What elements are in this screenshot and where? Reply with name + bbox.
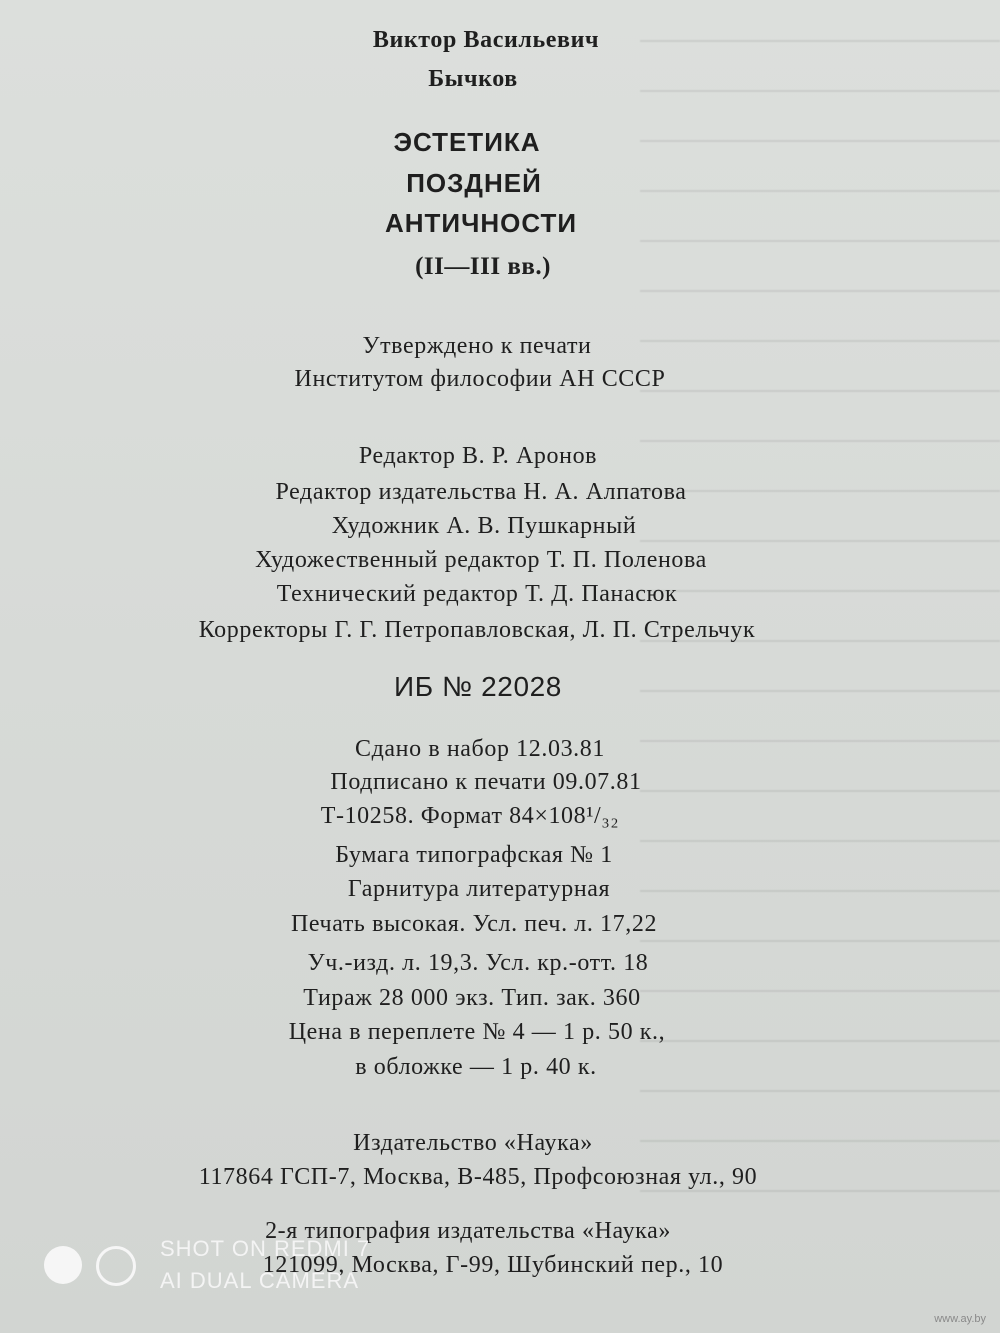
staff-artist: Художник А. В. Пушкарный — [331, 513, 637, 539]
ib-number: ИБ № 22028 — [394, 671, 562, 702]
approval-line-2: Институтом философии АН СССР — [294, 366, 666, 392]
imprint-circulation: Тираж 28 000 экз. Тип. зак. 360 — [303, 985, 641, 1011]
imprint-printing: Печать высокая. Усл. печ. л. 17,22 — [290, 911, 658, 937]
staff-editor: Редактор В. Р. Аронов — [358, 443, 598, 469]
camera-lens-icon — [44, 1246, 82, 1284]
title-line-3: АНТИЧНОСТИ — [384, 208, 578, 238]
imprint-typeface: Гарнитура литературная — [347, 876, 611, 902]
printer-name: 2-я типография издательства «Наука» — [265, 1218, 671, 1244]
publisher-address: 117864 ГСП-7, Москва, В-485, Профсоюзная ул., 90 — [198, 1164, 758, 1190]
imprint-signed-date: Подписано к печати 09.07.81 — [330, 769, 642, 795]
staff-tech-editor: Технический редактор Т. Д. Панасюк — [276, 581, 678, 607]
imprint-typeset-date: Сдано в набор 12.03.81 — [355, 736, 605, 762]
author-name: Виктор Васильевич — [372, 27, 600, 53]
imprint-price-binding: Цена в переплете № 4 — 1 р. 50 к., — [288, 1019, 666, 1045]
imprint-paper: Бумага типографская № 1 — [335, 842, 613, 868]
imprint-price-cover: в обложке — 1 р. 40 к. — [355, 1054, 597, 1080]
printer-address: 121099, Москва, Г-99, Шубинский пер., 10 — [262, 1252, 724, 1278]
staff-proofreaders: Корректоры Г. Г. Петропавловская, Л. П. Стрельчук — [198, 617, 756, 643]
approval-line-1: Утверждено к печати — [362, 333, 592, 359]
staff-art-editor: Художественный редактор Т. П. Поленова — [255, 547, 707, 573]
staff-publishing-editor: Редактор издательства Н. А. Алпатова — [275, 479, 687, 505]
title-line-1: ЭСТЕТИКА — [393, 127, 541, 157]
title-line-4: (II—III вв.) — [415, 253, 551, 280]
imprint-format: Т-10258. Формат 84×108¹/₃₂ — [320, 803, 620, 829]
camera-watermark-line-1: SHOT ON REDMI 7 — [160, 1236, 371, 1261]
site-watermark: www.ay.by — [934, 1313, 986, 1325]
camera-lens-ring-icon — [96, 1246, 136, 1286]
imprint-sheets: Уч.-изд. л. 19,3. Усл. кр.-отт. 18 — [307, 950, 649, 976]
publisher-name: Издательство «Наука» — [353, 1130, 593, 1156]
title-line-2: ПОЗДНЕЙ — [406, 168, 542, 198]
author-surname: Бычков — [428, 66, 518, 92]
camera-watermark-line-2: AI DUAL CAMERA — [160, 1268, 360, 1293]
